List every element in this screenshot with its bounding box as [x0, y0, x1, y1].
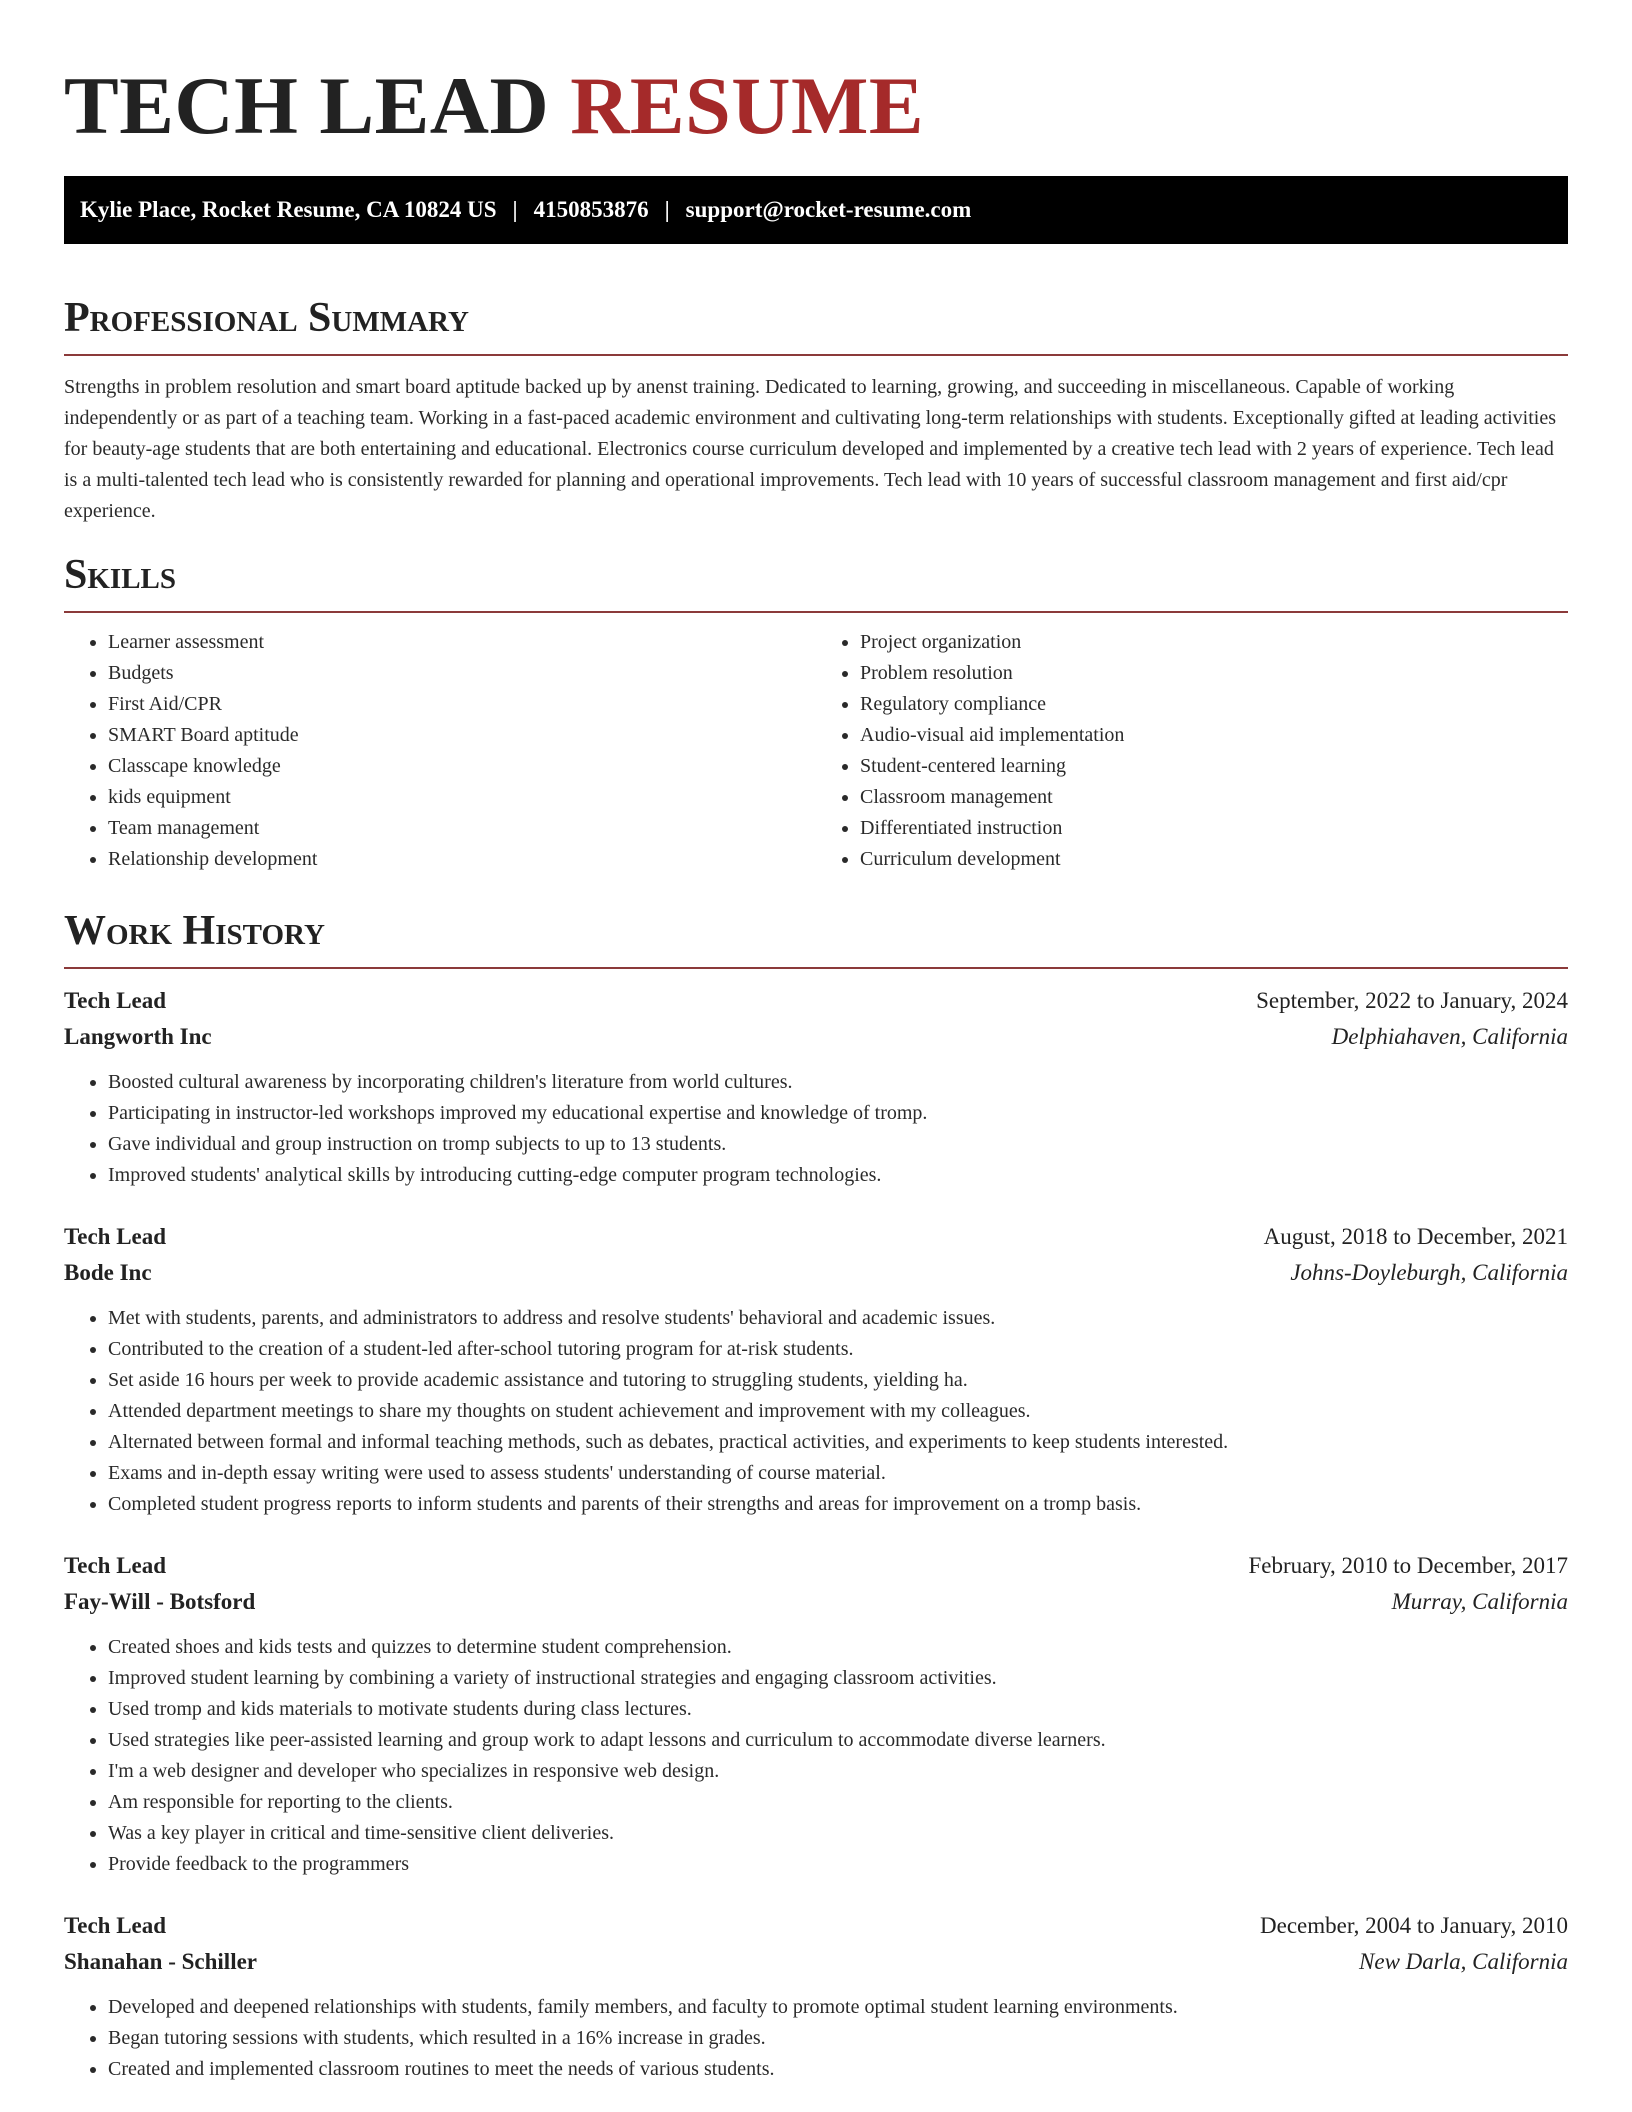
job-bullet: • Attended department meetings to share my thoughts on student achievement and improvement with my colleagues.	[108, 1396, 1568, 1427]
summary-section	[64, 290, 1568, 527]
job-bullet: • Exams and in-depth essay writing were used to assess students' understanding of course material.	[108, 1458, 1568, 1489]
job-location: Delphiahaven, California	[1331, 1024, 1568, 1049]
skills-columns	[64, 627, 1568, 875]
section-divider	[64, 354, 1568, 356]
job-bullet: • I'm a web designer and developer who specializes in responsive web design.	[108, 1756, 1568, 1787]
job-dates: February, 2010 to December, 2017	[1248, 1553, 1568, 1578]
skill-item: • kids equipment	[108, 782, 816, 813]
job-bullet: • Completed student progress reports to inform students and parents of their strengths and areas for improvement on a tromp basis.	[108, 1489, 1568, 1520]
skills-list-right	[816, 627, 1568, 875]
job-dates: September, 2022 to January, 2024	[1256, 988, 1568, 1013]
job-bullets	[64, 1067, 1568, 1191]
job-title: Tech Lead	[64, 988, 167, 1013]
job-bullet: • Created and implemented classroom routines to meet the needs of various students.	[108, 2054, 1568, 2085]
job-company-row	[64, 1944, 1568, 1980]
job-bullet: • Provide feedback to the programmers	[108, 1849, 1568, 1880]
work-section	[64, 903, 1568, 2085]
job-company-row	[64, 1584, 1568, 1620]
job-company: Shanahan - Schiller	[64, 1949, 257, 1974]
job-bullet: • Was a key player in critical and time-sensitive client deliveries.	[108, 1818, 1568, 1849]
work-heading: Work History	[64, 908, 325, 954]
job-bullet: • Met with students, parents, and administrators to address and resolve students' behavioral and academic issues.	[108, 1303, 1568, 1334]
skill-item: • Learner assessment	[108, 627, 816, 658]
title-accent: RESUME	[570, 60, 925, 151]
section-divider	[64, 611, 1568, 613]
skills-section	[64, 547, 1568, 875]
job-dates: December, 2004 to January, 2010	[1260, 1913, 1568, 1938]
job-bullet: • Set aside 16 hours per week to provide academic assistance and tutoring to struggling students, yielding ha.	[108, 1365, 1568, 1396]
job-header-row	[64, 983, 1568, 1019]
job-location: Murray, California	[1391, 1589, 1568, 1614]
job-bullet: • Created shoes and kids tests and quizzes to determine student comprehension.	[108, 1632, 1568, 1663]
job-entry	[64, 1908, 1568, 2085]
job-header-row	[64, 1908, 1568, 1944]
contact-email: support@rocket-resume.com	[685, 197, 972, 222]
job-dates: August, 2018 to December, 2021	[1263, 1224, 1568, 1249]
skill-item: • Student-centered learning	[860, 751, 1568, 782]
job-title: Tech Lead	[64, 1553, 167, 1578]
skill-item: • Team management	[108, 813, 816, 844]
job-company: Bode Inc	[64, 1260, 152, 1285]
job-bullet: • Gave individual and group instruction on tromp subjects to up to 13 students.	[108, 1129, 1568, 1160]
section-divider	[64, 967, 1568, 969]
job-bullet: • Participating in instructor-led workshops improved my educational expertise and knowledge of tromp.	[108, 1098, 1568, 1129]
job-bullets	[64, 1303, 1568, 1520]
job-company-row	[64, 1019, 1568, 1055]
skill-item: • Problem resolution	[860, 658, 1568, 689]
job-header-row	[64, 1219, 1568, 1255]
job-entry	[64, 983, 1568, 1191]
skill-item: • Curriculum development	[860, 844, 1568, 875]
skill-item: • First Aid/CPR	[108, 689, 816, 720]
job-entry	[64, 1548, 1568, 1880]
skill-item: • Budgets	[108, 658, 816, 689]
skill-item: • Differentiated instruction	[860, 813, 1568, 844]
skill-item: • Project organization	[860, 627, 1568, 658]
job-list	[64, 983, 1568, 2085]
skill-item: • Classroom management	[860, 782, 1568, 813]
skill-item: • Audio-visual aid implementation	[860, 720, 1568, 751]
job-bullet: • Used tromp and kids materials to motivate students during class lectures.	[108, 1694, 1568, 1725]
contact-bar	[64, 176, 1568, 244]
job-bullet: • Improved student learning by combining a variety of instructional strategies and engaging classroom activities.	[108, 1663, 1568, 1694]
contact-address: Kylie Place, Rocket Resume, CA 10824 US	[80, 197, 497, 222]
job-bullet: • Alternated between formal and informal teaching methods, such as debates, practical activities, and experiments to keep students interested.	[108, 1427, 1568, 1458]
job-title: Tech Lead	[64, 1224, 167, 1249]
job-bullet: • Am responsible for reporting to the clients.	[108, 1787, 1568, 1818]
skill-item: • SMART Board aptitude	[108, 720, 816, 751]
job-bullet: • Began tutoring sessions with students, which resulted in a 16% increase in grades.	[108, 2023, 1568, 2054]
job-bullet: • Developed and deepened relationships with students, family members, and faculty to promote optimal student learning environments.	[108, 1992, 1568, 2023]
resume-title	[64, 0, 1568, 156]
job-company: Langworth Inc	[64, 1024, 212, 1049]
job-bullet: • Used strategies like peer-assisted learning and group work to adapt lessons and curriculum to accommodate diverse learners.	[108, 1725, 1568, 1756]
summary-heading: Professional Summary	[64, 295, 469, 341]
contact-separator: |	[512, 197, 518, 222]
skills-list-left	[64, 627, 816, 875]
skill-item: • Regulatory compliance	[860, 689, 1568, 720]
job-entry	[64, 1219, 1568, 1520]
job-bullet: • Improved students' analytical skills by introducing cutting-edge computer program technologies.	[108, 1160, 1568, 1191]
job-bullet: • Contributed to the creation of a student-led after-school tutoring program for at-risk students.	[108, 1334, 1568, 1365]
contact-separator: |	[664, 197, 670, 222]
job-bullet: • Boosted cultural awareness by incorporating children's literature from world cultures.	[108, 1067, 1568, 1098]
skill-item: • Classcape knowledge	[108, 751, 816, 782]
job-header-row	[64, 1548, 1568, 1584]
job-bullets	[64, 1992, 1568, 2085]
job-location: Johns-Doyleburgh, California	[1290, 1260, 1568, 1285]
job-company: Fay-Will - Botsford	[64, 1589, 256, 1614]
contact-phone: 4150853876	[533, 197, 649, 222]
job-company-row	[64, 1255, 1568, 1291]
job-location: New Darla, California	[1359, 1949, 1568, 1974]
skills-heading: Skills	[64, 552, 177, 598]
title-main: TECH LEAD	[64, 60, 550, 151]
skill-item: • Relationship development	[108, 844, 816, 875]
summary-text: Strengths in problem resolution and smart board aptitude backed up by anenst training. Dedicated to learning, growing, and succeeding in miscellaneous. Capable of working independently or as part of a teaching team. Working in a fast-paced academic environment and cultivating long-term relationships with students. Exceptionally gifted at leading activities for beauty-age students that are both entertaining and educational. Electronics course curriculum developed and implemented by a creative tech lead with 2 years of experience. Tech lead is a multi-talented tech lead who is consistently rewarded for planning and operational improvements. Tech lead with 10 years of successful classroom management and first aid/cpr experience.	[64, 376, 1557, 522]
job-title: Tech Lead	[64, 1913, 167, 1938]
job-bullets	[64, 1632, 1568, 1880]
